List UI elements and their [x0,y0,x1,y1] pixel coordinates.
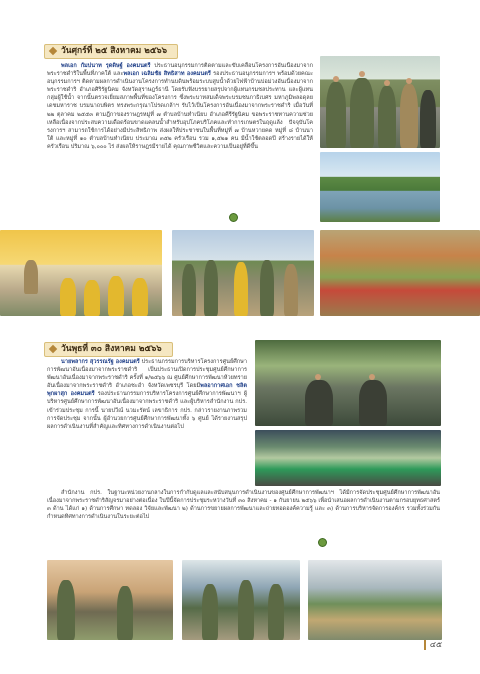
figure [84,280,100,316]
section2-lead-name: นายพลากร สุวรรณรัฐ องคมนตรี [61,359,140,365]
photo-group-walkway [172,230,314,316]
figure [238,580,254,640]
photo-produce-display [320,230,480,316]
date-badge-2-text: วันพุธที่ ๓๐ สิงหาคม ๒๕๖๖ [61,344,162,354]
photo-exhibition-hall [308,560,442,640]
figure-head [333,76,339,82]
page-number [424,640,442,650]
date-badge-2 [44,342,173,357]
section1-lead-name-1: พลเอก กัมปนาท รุดดิษฐ์ องคมนตรี [61,63,151,69]
figure [57,580,75,640]
figure-head [406,78,412,84]
section1-paragraph [47,62,313,224]
section2-paragraph-1 [47,358,247,486]
figure [420,90,436,148]
page-number-text: ๔๕ [429,640,442,649]
figure [268,584,284,640]
section1-text-1: ประธานอนุกรรมการติดตามและขับเคลื่อนโครงการอันเนื่องมาจากพระราชดำริในพื้นที่ภาคใต้ และ [47,63,313,78]
section2-lead-name-2: พลอากาศเอก ชลิต พุกผาสุก องคมนตรี [47,383,247,398]
figure-head [369,374,375,380]
figure-head [384,80,390,86]
figure [400,84,418,148]
figure [326,82,346,148]
section2-text-1: ประธานกรรมการบริหารโครงการศูนย์ศึกษาการพัฒนาอันเนื่องมาจากพระราชดำริ เป็นประธานเปิดการประชุมศูนย์ศึกษาการพัฒนาอันเนื่องมาจากพระราชดำริ ครั้งที่ ๑/๒๕๖๖ ณ ศูนย์ศึกษาการพัฒนาห้วยทรายอันเนื่องมาจากพระราชดำริ อำเภอชะอำ จังหวัดเพชรบุรี โดยมี [47,359,247,390]
figure [132,278,148,316]
figure-head [315,374,321,380]
figure [24,260,38,294]
photo-reservoir-landscape [320,152,440,222]
figure [202,584,218,640]
figure [117,586,133,640]
date-badge-1 [44,44,178,59]
figure [182,264,196,316]
section2-text-3: สำนักงาน กปร. ในฐานะหน่วยงานกลางในการกำกับดูแลและสนับสนุนการดำเนินงานของศูนย์ศึกษาการพัฒนาฯ ได้มีการจัดประชุมศูนย์ศึกษาการพัฒนาอันเนื่องมาจากพระราชดำริสัญจรมาอย่างต่อเนื่อง ในปีนี้จัดการประชุมระหว่างวันที่ ๓๐ สิงหาคม - ๑ กันยายน ๒๕๖๖ เพื่อนำเสนอผลการดำเนินงานตามกรอบยุทธศาสตร์ ๓ ด้าน ได้แก่ ๑) ด้านการศึกษา ทดลอง วิจัยและพัฒนา ๒) ด้านการขยายผลการพัฒนาและถ่ายทอดองค์ความรู้ และ ๓) ด้านการบริหารจัดการองค์กร รวมทั้งร่วมกันกำหนดทิศทางการดำเนินงานในระยะต่อไป [47,490,440,521]
figure [234,262,248,316]
figure-head [359,71,365,77]
figure [260,260,274,316]
figure [108,276,124,316]
photo-officials-outdoor [182,560,300,640]
section1-lead-name-2: พลเอก เฉลิมชัย สิทธิสาท องคมนตรี [123,71,211,78]
section2-end-logo-icon [318,538,327,547]
photo-presiding-officials [255,340,441,426]
photo-exhibit-booth-visit [47,560,173,640]
section1-end-logo-icon [229,213,238,222]
figure [305,380,333,426]
figure [359,380,387,426]
figure [60,278,76,316]
photo-meeting-room [0,230,162,316]
section2-paragraph-2 [47,489,440,546]
figure [350,78,374,148]
date-badge-1-text: วันศุกร์ที่ ๒๕ สิงหาคม ๒๕๖๖ [61,46,168,56]
section2-text-2: รองประธานกรรมการบริหารโครงการศูนย์ศึกษาการพัฒนาฯ ผู้บริหารศูนย์ศึกษาการพัฒนาอันเนื่องมาจากพระราชดำริ และผู้บริหารสำนักงาน กปร. เข้าร่วมประชุม การนี้ นายปวีณ์ นวมะรัตน์ เลขาธิการ กปร. กล่าวรายงานภาพรวมการจัดประชุม จากนั้น ผู้อำนวยการศูนย์ศึกษาการพัฒนาทั้ง ๖ ศูนย์ ได้รายงานสรุปผลการดำเนินงานที่สำคัญและทิศทางการดำเนินงานต่อไป [47,391,247,430]
figure [204,260,218,316]
photo-conference-hall [255,430,441,486]
photo-officials-inspection [320,56,440,148]
figure [378,86,396,148]
section1-text-2: รองประธานอนุกรรมการฯ พร้อมด้วยคณะอนุกรรมการฯ ติดตามผลการดำเนินงานโครงการทำนบดินพร้อมระบบสูบน้ำด้วยไฟฟ้าบ้านบ่อม่วงอันเนื่องมาจากพระราชดำริ อำเภอศิริรัฐนิคม จังหวัดสุราษฎร์ธานี โดยรับฟังบรรยายสรุปจากผู้แทนกรมชลประทาน และผู้แทนกลุ่มผู้ใช้น้ำ จากนั้นตรวจเยี่ยมสภาพพื้นที่ของโครงการ ซึ่งพระบาทสมเด็จพระบรมชนกาธิเบศร มหาภูมิพลอดุลยเดชมหาราช บรมนาถบพิตร ทรงพระกรุณาโปรดเกล้าฯ รับไว้เป็นโครงการอันเนื่องมาจากพระราชดำริ เมื่อวันที่ ๒๒ ตุลาคม ๒๕๕๓ ตามฎีกาของราษฎรหมู่ที่ ๗ ตำบลบ้านทำเนียบ อำเภอคีรีรัฐนิคม ขอพระราชทานความช่วยเหลือเนื่องจากประสบความเดือดร้อนขาดแคลนน้ำสำหรับอุปโภคบริโภคและทำการเกษตรในฤดูแล้ง ปัจจุบันโครงการฯ สามารถใช้การได้อย่างมีประสิทธิภาพ ส่งผลให้ประชาชนในพื้นที่หมู่ที่ ๗ บ้านหวายคด หมู่ที่ ๘ บ้านนาใต้ และหมู่ที่ ๑๐ ตำบลบ้านทำเนียบ ประมาณ ๓๕๒ ครัวเรือน รวม ๑,๕๒๑ คน มีน้ำใช้ตลอดปี สร้างรายได้ให้ครัวเรือน ปริมาณ ๖,๐๐๐ ไร่ ส่งผลให้ราษฎรมีรายได้ คุณภาพชีวิตและความเป็นอยู่ที่ดีขึ้น [47,71,313,150]
figure [284,264,298,316]
